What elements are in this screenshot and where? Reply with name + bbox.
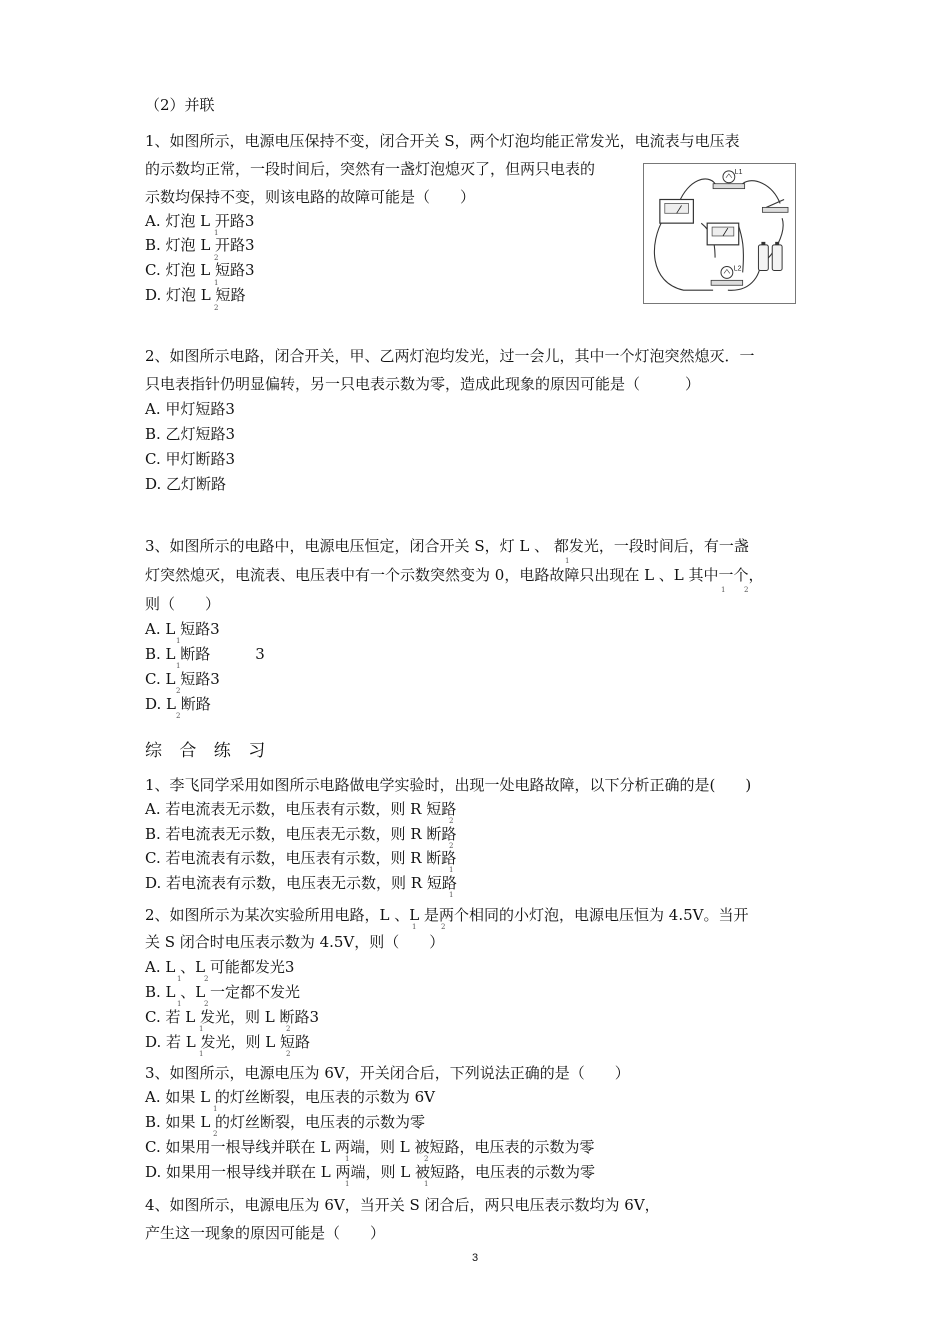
circuit-figure	[643, 163, 796, 304]
q3-subscript-l1: 1	[565, 557, 570, 565]
p2-subscript-d2: 2	[286, 1050, 291, 1058]
q3-option-d: D. L 断路	[145, 695, 211, 713]
q3-stem-line2: 灯突然熄灭，电流表、电压表中有一个示数突然变为 0，电路故障只出现在 L 、L 其中一个，	[145, 566, 764, 584]
p1-subscript-d: 1	[449, 891, 454, 899]
q1-subscript-b: 2	[214, 254, 219, 262]
q3-subscript-l1-b: 1	[721, 586, 726, 594]
q2-option-c: C. 甲灯断路3	[145, 450, 236, 468]
p3-option-c: C. 如果用一根导线并联在 L 两端，则 L 被短路，电压表的示数为零	[145, 1138, 595, 1156]
p3-option-a: A. 如果 L 的灯丝断裂，电压表的示数为 6V	[145, 1088, 436, 1106]
q1-option-a: A. 灯泡 L 开路3	[145, 212, 255, 230]
p2-subscript-l1: 1	[412, 923, 417, 931]
p3-subscript-b: 2	[213, 1130, 218, 1138]
p3-subscript-d1: 1	[345, 1180, 350, 1188]
p2-stem-line1: 2、如图所示为某次实验所用电路，L 、L 是两个相同的小灯泡，电源电压恒为 4.5V。当开	[145, 906, 749, 924]
p3-subscript-d2: 1	[424, 1180, 429, 1188]
q3-subscript-l2: 2	[744, 586, 749, 594]
q3-stem-line3: 则（ ）	[145, 595, 221, 613]
q2-stem-line2: 只电表指针仍明显偏转，另一只电表示数为零，造成此现象的原因可能是（ ）	[145, 375, 701, 393]
wire-top-right	[743, 181, 780, 204]
p2-subscript-d1: 1	[199, 1050, 204, 1058]
q2-stem-line1: 2、如图所示电路，闭合开关，甲、乙两灯泡均发光，过一会儿，其中一个灯泡突然熄灭．一	[145, 347, 755, 365]
q2-option-a: A. 甲灯短路3	[145, 400, 235, 418]
q2-option-d: D. 乙灯断路	[145, 475, 227, 493]
p1-option-c: C. 若电流表有示数，电压表有示数，则 R 断路	[145, 849, 457, 867]
p2-subscript-c1: 1	[199, 1025, 204, 1033]
q1-stem-line3: 示数均保持不变，则该电路的故障可能是（ ）	[145, 188, 476, 206]
switch-icon	[762, 199, 788, 212]
q1-option-b: B. 灯泡 L 开路3	[145, 236, 255, 254]
p1-subscript-c: 1	[449, 866, 454, 874]
p2-option-d: D. 若 L 发光，则 L 短路	[145, 1033, 311, 1051]
p3-subscript-c2: 2	[424, 1155, 429, 1163]
p2-subscript-b1: 1	[177, 1000, 182, 1008]
wire-left	[654, 218, 713, 290]
page-number: 3	[471, 1252, 479, 1264]
q3-subscript-b: 1	[176, 662, 181, 670]
q3-subscript-d: 2	[176, 712, 181, 720]
p3-subscript-a: 1	[213, 1105, 218, 1113]
label-l1: L1	[734, 168, 743, 176]
q3-option-b: B. L 断路 3	[145, 645, 265, 663]
section-heading-parallel: （2）并联	[145, 96, 215, 114]
q1-subscript-a: 1	[214, 229, 219, 237]
q1-stem-line1: 1、如图所示，电源电压保持不变，闭合开关 S，两个灯泡均能正常发光，电流表与电压表	[145, 132, 740, 150]
voltmeter-icon	[707, 223, 739, 245]
p1-subscript-a: 2	[449, 817, 454, 825]
practice-heading: 综 合 练 习	[145, 741, 272, 761]
p2-option-c: C. 若 L 发光，则 L 断路3	[145, 1008, 320, 1026]
p3-option-b: B. 如果 L 的灯丝断裂，电压表的示数为零	[145, 1113, 426, 1131]
q3-subscript-a: 1	[176, 637, 181, 645]
q1-option-c: C. 灯泡 L 短路3	[145, 261, 255, 279]
ammeter-icon	[660, 199, 694, 223]
p1-option-b: B. 若电流表无示数，电压表无示数，则 R 断路	[145, 825, 457, 843]
q3-option-a: A. L 短路3	[145, 620, 220, 638]
p2-stem-line2: 关 S 闭合时电压表示数为 4.5V，则（ ）	[145, 933, 445, 951]
p2-subscript-a2: 2	[204, 975, 209, 983]
q3-subscript-c: 2	[176, 687, 181, 695]
circuit-diagram	[644, 164, 795, 303]
p4-stem-line1: 4、如图所示，电源电压为 6V，当开关 S 闭合后，两只电压表示数均为 6V，	[145, 1196, 660, 1214]
label-l2: L2	[733, 265, 742, 273]
p2-subscript-a1: 1	[177, 975, 182, 983]
q1-subscript-c: 1	[214, 279, 219, 287]
p1-subscript-b: 2	[449, 842, 454, 850]
p1-option-d: D. 若电流表有示数，电压表无示数，则 R 短路	[145, 874, 457, 892]
q1-subscript-d: 2	[214, 304, 219, 312]
q1-stem-line2: 的示数均正常，一段时间后，突然有一盏灯泡熄灭了，但两只电表的	[145, 160, 596, 178]
p4-stem-line2: 产生这一现象的原因可能是（ ）	[145, 1224, 386, 1242]
p1-stem-line1: 1、李飞同学采用如图所示电路做电学实验时，出现一处电路故障，以下分析正确的是( )	[145, 776, 752, 794]
p2-subscript-b2: 2	[204, 1000, 209, 1008]
p2-option-b: B. L 、L 一定都不发光	[145, 983, 301, 1001]
q2-option-b: B. 乙灯短路3	[145, 425, 236, 443]
q1-option-d: D. 灯泡 L 短路	[145, 286, 246, 304]
p1-option-a: A. 若电流表无示数，电压表有示数，则 R 短路	[145, 800, 457, 818]
p2-option-a: A. L 、L 可能都发光3	[145, 958, 295, 976]
p3-stem-line1: 3、如图所示，电源电压为 6V，开关闭合后，下列说法正确的是（ ）	[145, 1064, 630, 1082]
p2-subscript-c2: 2	[286, 1025, 291, 1033]
q3-stem-line1: 3、如图所示的电路中，电源电压恒定，闭合开关 S，灯 L 、 都发光，一段时间后，有一盏	[145, 537, 749, 555]
p2-subscript-l2: 2	[441, 923, 446, 931]
p3-subscript-c1: 1	[345, 1155, 350, 1163]
p3-option-d: D. 如果用一根导线并联在 L 两端，则 L 被短路，电压表的示数为零	[145, 1163, 596, 1181]
q3-option-c: C. L 短路3	[145, 670, 220, 688]
